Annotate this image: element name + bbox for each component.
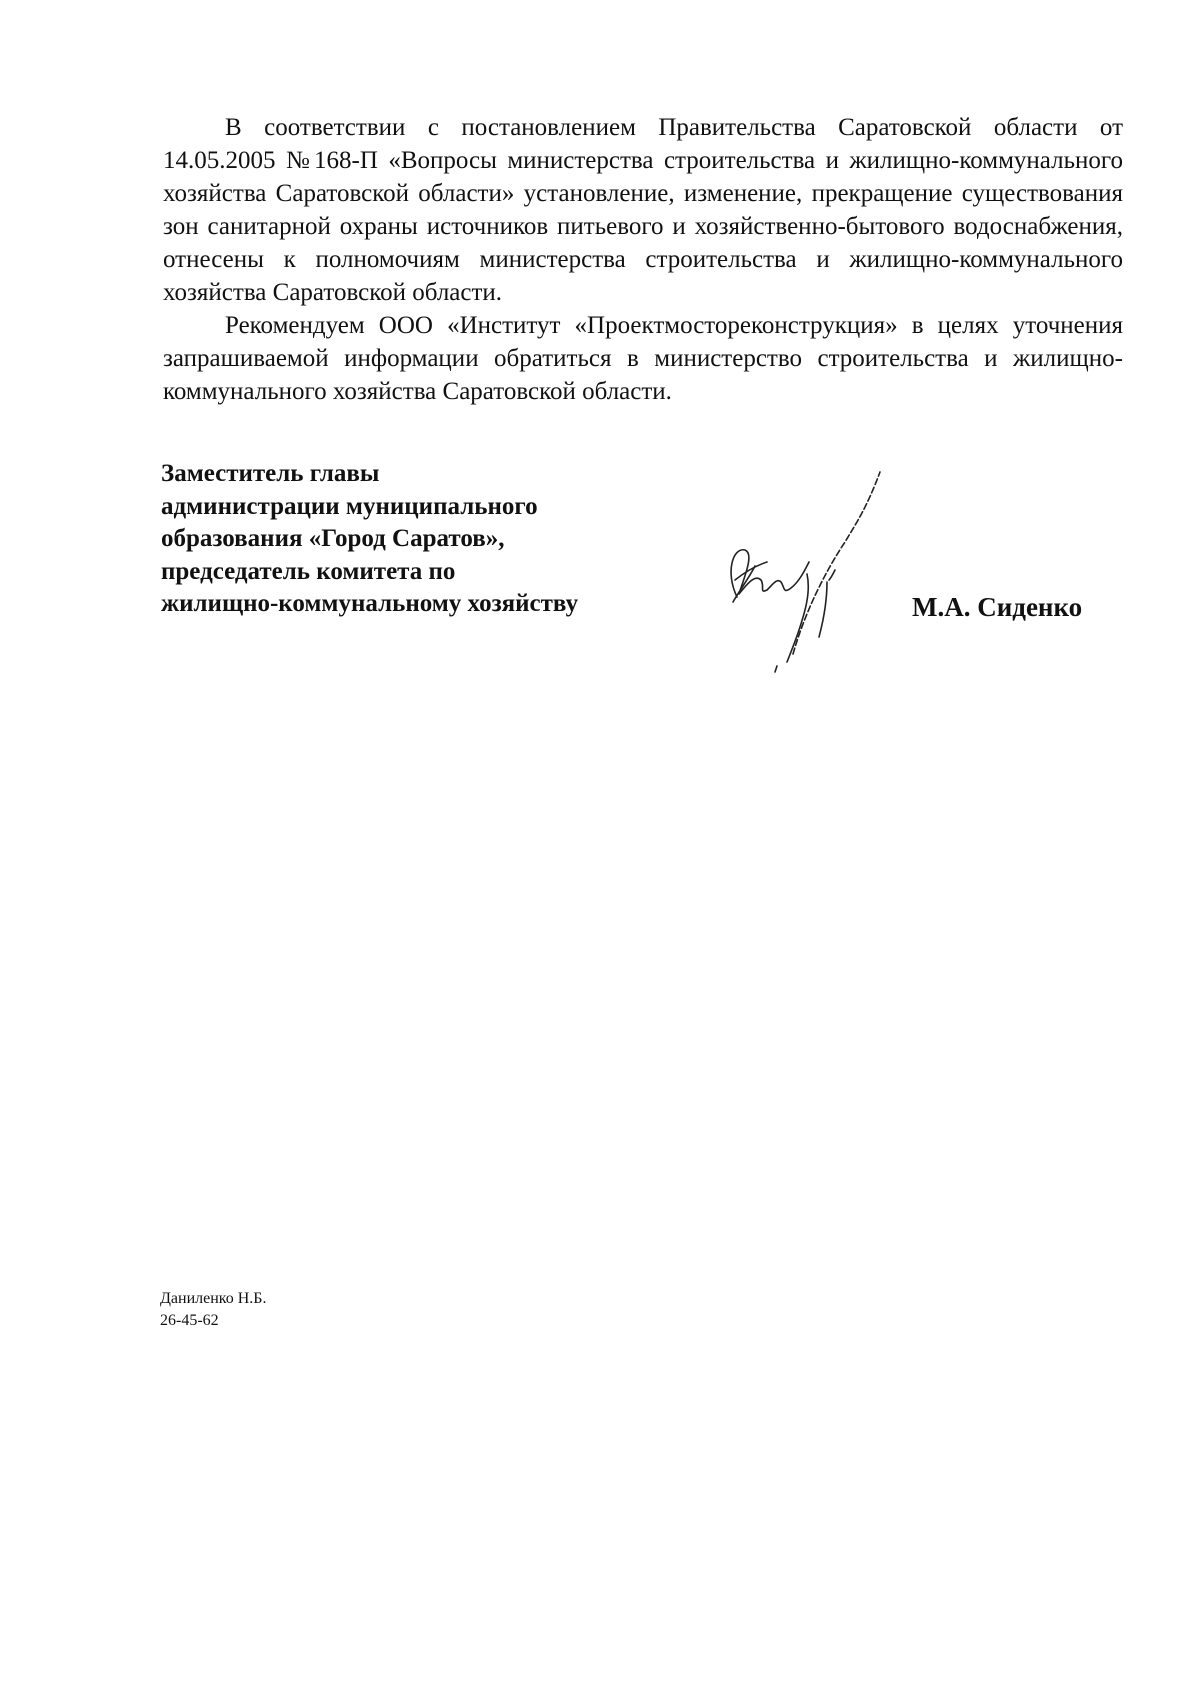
letter-body xyxy=(163,111,1123,408)
paragraph-legal-basis: В соответствии с постановлением Правительства Саратовской области от 14.05.2005 №168-П «Вопросы министерства строительства и жилищно-коммунального хозяйства Саратовской области» установление, изменение, прекращение существования зон санитарной охраны источников питьевого и хозяйственно-бытового водоснабжения, отнесены к полномочиям министерства строительства и жилищно-коммунального хозяйства Саратовской области. xyxy=(163,114,1123,306)
signer-title-line: образования «Город Саратов», xyxy=(161,525,505,552)
executor-phone: 26-45-62 xyxy=(160,1312,219,1329)
signer-title-line: жилищно-коммунальному хозяйству xyxy=(161,590,579,617)
paragraph-recommendation: Рекомендуем ООО «Институт «Проектмостореконструкция» в целях уточнения запрашиваемой информации обратиться в министерство строительства и жилищно-коммунального хозяйства Саратовской области. xyxy=(163,312,1123,405)
executor-contact xyxy=(160,1288,267,1332)
executor-name: Даниленко Н.Б. xyxy=(160,1290,267,1307)
handwritten-signature xyxy=(715,462,915,682)
signer-name: М.А. Сиденко xyxy=(912,592,1083,622)
signer-title xyxy=(161,458,681,621)
signer-title-line: администрации муниципального xyxy=(161,492,538,520)
signer-title-line: Заместитель главы xyxy=(161,460,380,487)
signer-title-line: председатель комитета по xyxy=(161,557,456,585)
